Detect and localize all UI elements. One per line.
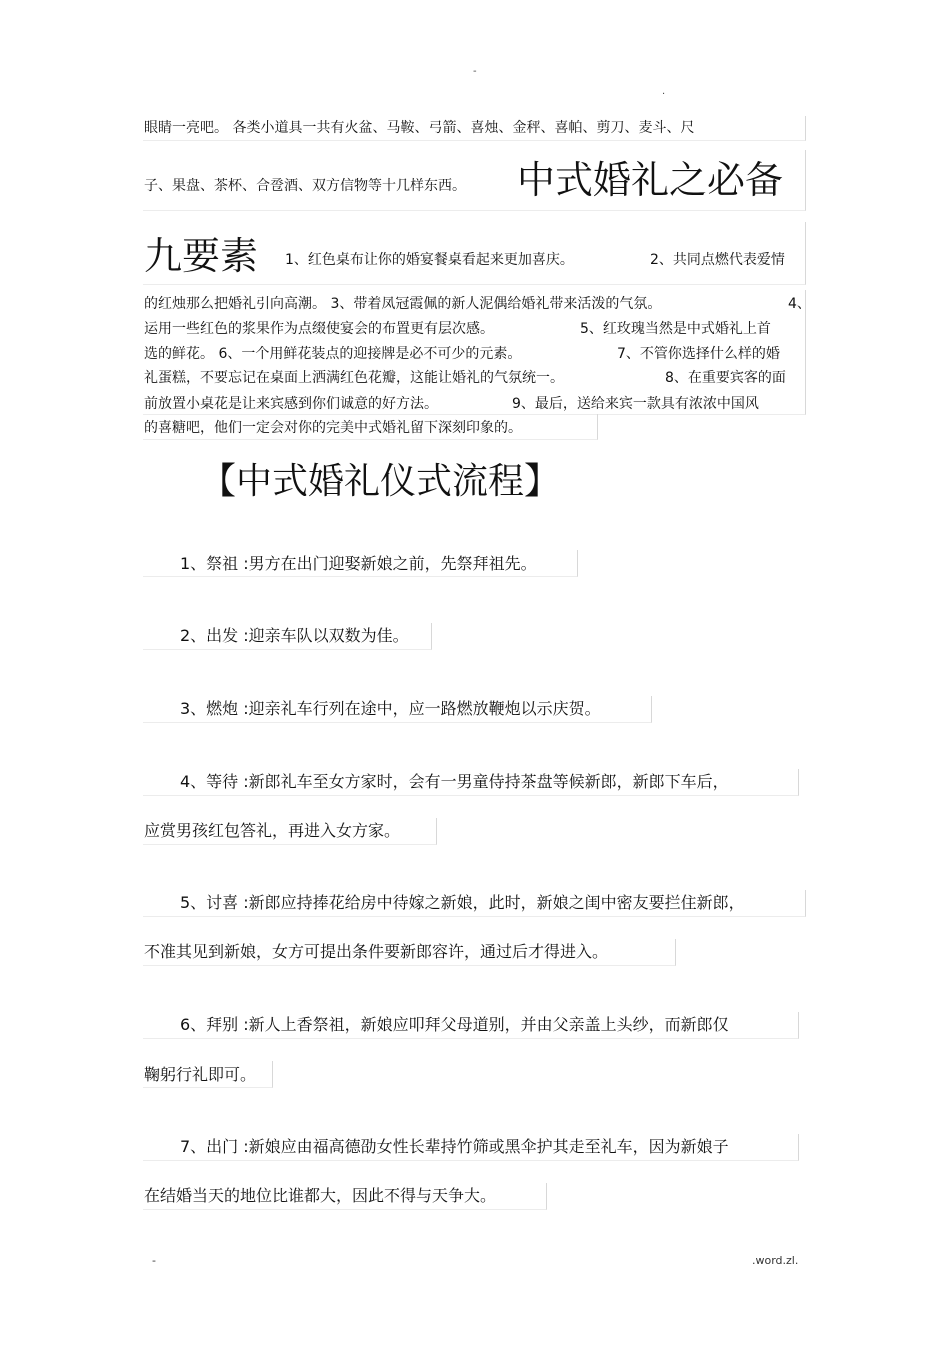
intro-line-3b: 2、共同点燃代表爱情	[650, 252, 785, 268]
intro-line-3: 1、红色桌布让你的婚宴餐桌看起来更加喜庆。	[285, 252, 574, 268]
intro-line-5b: 5、红玫瑰当然是中式婚礼上首	[580, 321, 771, 337]
step-6-line-1: 6、拜别 :新人上香祭祖，新娘应叩拜父母道别，并由父亲盖上头纱，而新郎仅	[180, 1015, 729, 1034]
intro-line-7b: 8、在重要宾客的面	[665, 370, 786, 386]
header-right-mark: .	[662, 86, 666, 97]
intro-line-2: 子、果盘、茶杯、合卺酒、双方信物等十几样东西。	[144, 178, 466, 194]
step-1-text: 1、祭祖 :男方在出门迎娶新娘之前，先祭拜祖先。	[180, 554, 537, 573]
step-7-line-2: 在结婚当天的地位比谁都大，因此不得与天争大。	[144, 1186, 497, 1205]
step-5-line-1: 5、讨喜 :新郎应持捧花给房中待嫁之新娘，此时，新娘之闺中密友要拦住新郎，	[180, 893, 745, 912]
intro-line-5: 运用一些红色的浆果作为点缀使宴会的布置更有层次感。	[144, 321, 494, 337]
intro-line-4b: 4、	[788, 296, 811, 312]
step-5-line-2: 不准其见到新娘，女方可提出条件要新郎容许，通过后才得进入。	[144, 942, 609, 961]
intro-line-8b: 9、最后，送给来宾一款具有浓浓中国风	[512, 396, 759, 412]
step-4-line-2: 应赏男孩红包答礼，再进入女方家。	[144, 821, 401, 840]
intro-line-8: 前放置小桌花是让来宾感到你们诚意的好方法。	[144, 396, 438, 412]
footer-left-mark: -	[152, 1254, 156, 1267]
intro-line-6: 选的鲜花。 6、一个用鲜花装点的迎接牌是必不可少的元素。	[144, 346, 522, 362]
step-2-text: 2、出发 :迎亲车队以双数为佳。	[180, 626, 409, 645]
step-3-text: 3、燃炮 :迎亲礼车行列在途中，应一路燃放鞭炮以示庆贺。	[180, 699, 601, 718]
intro-title-part-2: 九要素	[144, 234, 259, 278]
intro-line-9: 的喜糖吧，他们一定会对你的完美中式婚礼留下深刻印象的。	[144, 420, 522, 436]
step-6-line-2: 鞠躬行礼即可。	[144, 1065, 257, 1084]
section-title: 【中式婚礼仪式流程】	[200, 461, 561, 502]
intro-line-7: 礼蛋糕，不要忘记在桌面上洒满红色花瓣，这能让婚礼的气氛统一。	[144, 370, 564, 386]
intro-line-1: 眼睛一亮吧。 各类小道具一共有火盆、马鞍、弓箭、喜烛、金秤、喜帕、剪刀、麦斗、尺	[144, 120, 695, 136]
intro-title-part-1: 中式婚礼之必备	[517, 158, 784, 202]
header-left-mark: -	[473, 66, 477, 77]
step-7-line-1: 7、出门 :新娘应由福高德劭女性长辈持竹筛或黑伞护其走至礼车，因为新娘子	[180, 1137, 729, 1156]
step-4-line-1: 4、等待 :新郎礼车至女方家时，会有一男童侍持茶盘等候新郎，新郎下车后，	[180, 772, 729, 791]
footer-right-text: .word.zl.	[752, 1254, 799, 1267]
intro-line-4: 的红烛那么把婚礼引向高潮。 3、带着凤冠霞佩的新人泥偶给婚礼带来活泼的气氛。	[144, 296, 662, 312]
intro-line-6b: 7、不管你选择什么样的婚	[617, 346, 780, 362]
